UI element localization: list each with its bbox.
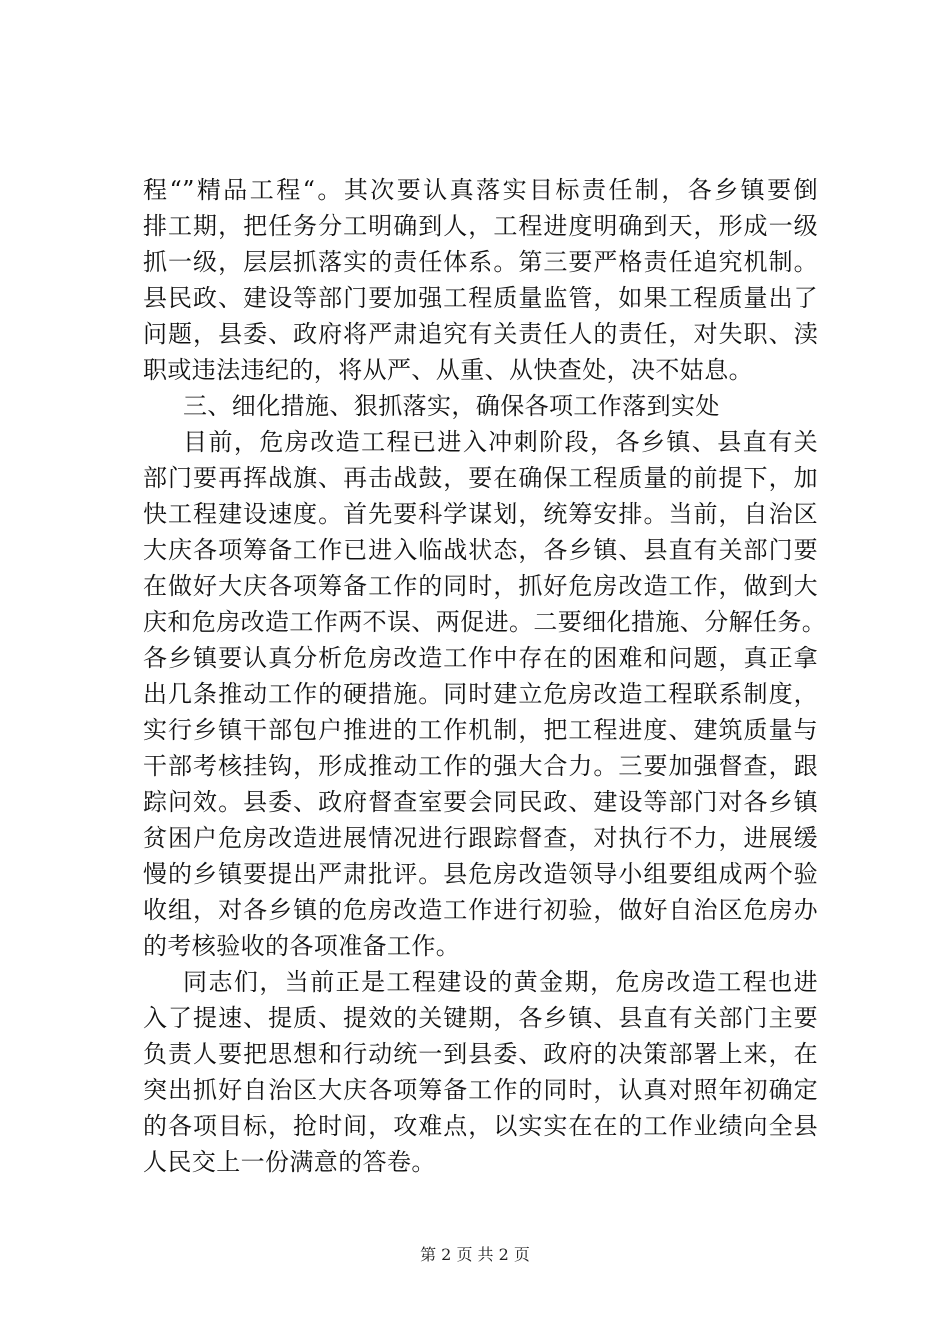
- text-line: 实行乡镇干部包户推进的工作机制，把工程进度、建筑质量与: [143, 716, 818, 744]
- text-line: 问题，县委、政府将严肃追究有关责任人的责任，对失职、渎: [143, 320, 818, 348]
- text-line: 程“”精品工程“。其次要认真落实目标责任制，各乡镇要倒: [143, 176, 818, 204]
- text-line: 快工程建设速度。首先要科学谋划，统筹安排。当前，自治区: [143, 500, 818, 528]
- text-line: 各乡镇要认真分析危房改造工作中存在的困难和问题，真正拿: [143, 644, 818, 672]
- text-line: 负责人要把思想和行动统一到县委、政府的决策部署上来，在: [143, 1040, 818, 1068]
- body-text: [143, 172, 827, 1180]
- text-line: 贫困户危房改造进展情况进行跟踪督查，对执行不力，进展缓: [143, 824, 818, 852]
- text-line: 三、细化措施、狠抓落实，确保各项工作落到实处: [183, 392, 720, 420]
- text-line: 大庆各项筹备工作已进入临战状态，各乡镇、县直有关部门要: [143, 536, 818, 564]
- text-line: 突出抓好自治区大庆各项筹备工作的同时，认真对照年初确定: [143, 1076, 818, 1104]
- text-line: 部门要再挥战旗、再击战鼓，要在确保工程质量的前提下，加: [143, 464, 818, 492]
- text-line: 庆和危房改造工作两不误、两促进。二要细化措施、分解任务。: [143, 608, 827, 636]
- text-line: 慢的乡镇要提出严肃批评。县危房改造领导小组要组成两个验: [143, 860, 818, 888]
- text-line: 的考核验收的各项准备工作。: [143, 932, 461, 960]
- text-line: 收组，对各乡镇的危房改造工作进行初验，做好自治区危房办: [143, 896, 818, 924]
- text-line: 排工期，把任务分工明确到人，工程进度明确到天，形成一级: [143, 212, 818, 240]
- text-line: 同志们，当前正是工程建设的黄金期，危房改造工程也进: [183, 968, 818, 996]
- text-line: 出几条推动工作的硬措施。同时建立危房改造工程联系制度，: [143, 680, 818, 708]
- text-line: 人民交上一份满意的答卷。: [143, 1148, 436, 1176]
- page-footer: 第 2 页 共 2 页: [420, 1245, 530, 1264]
- text-line: 的各项目标，抢时间，攻难点，以实实在在的工作业绩向全县: [143, 1112, 818, 1140]
- text-line: 干部考核挂钩，形成推动工作的强大合力。三要加强督查，跟: [143, 752, 818, 780]
- text-line: 目前，危房改造工程已进入冲刺阶段，各乡镇、县直有关: [183, 428, 818, 456]
- text-line: 在做好大庆各项筹备工作的同时，抓好危房改造工作，做到大: [143, 572, 818, 600]
- text-line: 抓一级，层层抓落实的责任体系。第三要严格责任追究机制。: [143, 248, 818, 276]
- text-line: 县民政、建设等部门要加强工程质量监管，如果工程质量出了: [143, 284, 818, 312]
- text-line: 职或违法违纪的，将从严、从重、从快查处，决不姑息。: [143, 356, 753, 384]
- text-line: 入了提速、提质、提效的关键期，各乡镇、县直有关部门主要: [143, 1004, 818, 1032]
- text-line: 踪问效。县委、政府督查室要会同民政、建设等部门对各乡镇: [143, 788, 818, 816]
